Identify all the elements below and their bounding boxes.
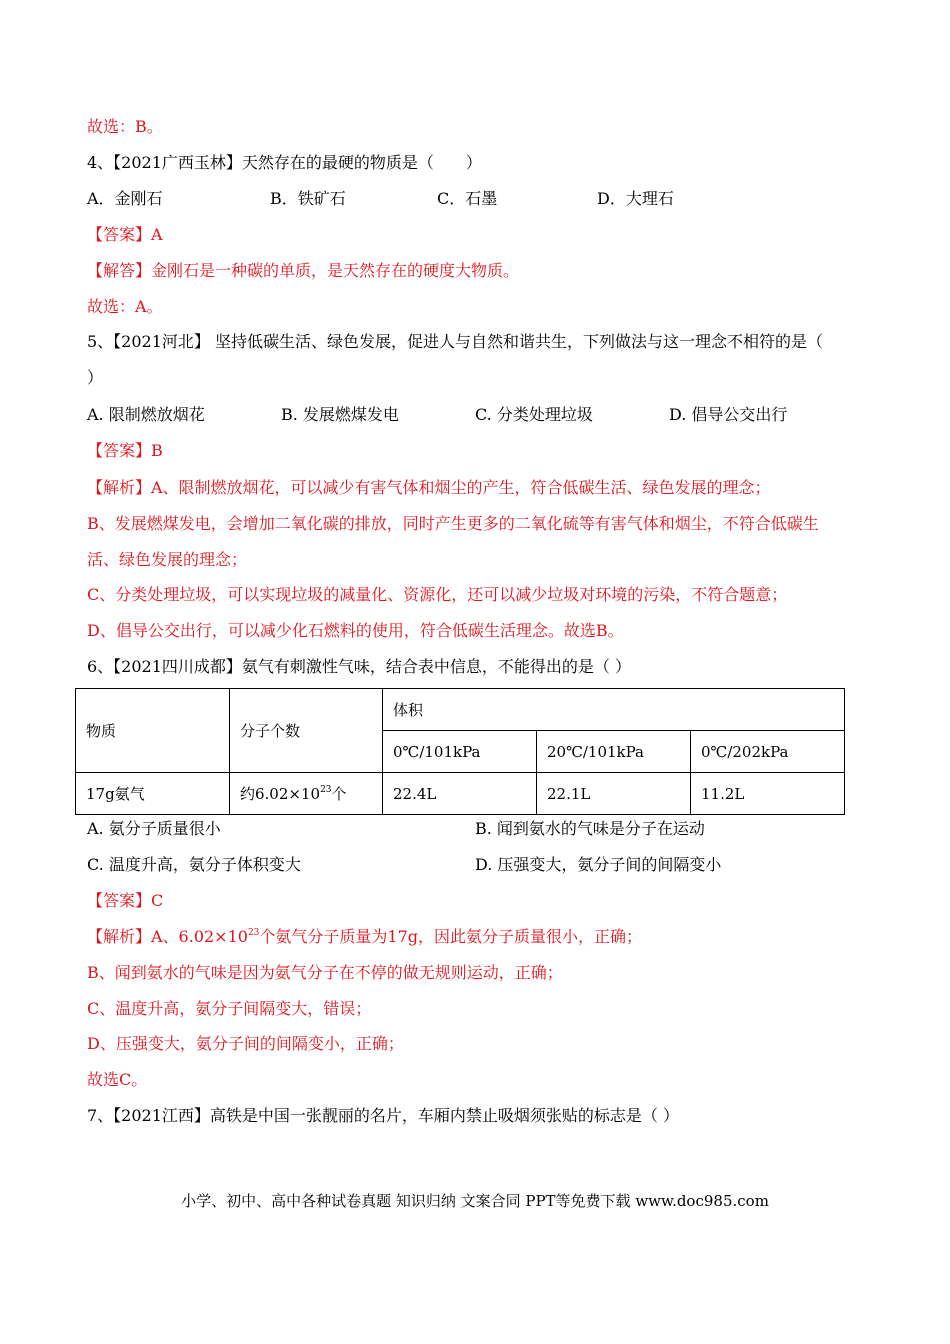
q6-analysis-line: B、闻到氨水的气味是因为氨气分子在不停的做无规则运动，正确；	[87, 963, 563, 982]
q5-option-c: C. 分类处理垃圾	[475, 405, 593, 424]
table-subheader: 0℃/101kPa	[383, 731, 537, 773]
analysis-a-prefix: 【解析】A、6.02×10	[87, 927, 248, 946]
q4-answer: 【答案】A	[87, 225, 163, 244]
q6-conclusion: 故选C。	[87, 1070, 148, 1089]
q5-analysis-line: C、分类处理垃圾，可以实现垃圾的减量化、资源化，还可以减少垃圾对环境的污染，不符合题意；	[87, 585, 788, 604]
count-unit: 个	[331, 785, 347, 803]
count-exponent: 23	[320, 785, 332, 795]
table-cell-volume: 11.2L	[691, 773, 845, 815]
q5-analysis-line: D、倡导公交出行，可以减少化石燃料的使用，符合低碳生活理念。故选B。	[87, 621, 624, 640]
q3-conclusion: 故选：B。	[87, 117, 163, 136]
q5-stem-cont: ）	[87, 368, 104, 387]
table-cell-count	[230, 773, 383, 815]
q6-analysis-a	[87, 926, 642, 948]
q4-option-d: D．大理石	[597, 189, 674, 208]
q6-answer: 【答案】C	[87, 891, 164, 910]
q4-stem: 4、【2021广西玉林】天然存在的最硬的物质是（ ）	[87, 153, 482, 172]
analysis-a-suffix: 个氨气分子质量为17g，因此氨分子质量很小，正确；	[259, 927, 643, 946]
q6-option-b: B. 闻到氨水的气味是分子在运动	[475, 819, 705, 838]
q5-option-d: D. 倡导公交出行	[669, 405, 788, 424]
q6-data-table	[75, 688, 845, 815]
table-subheader: 0℃/202kPa	[691, 731, 845, 773]
table-header-volume: 体积	[383, 689, 845, 731]
table-cell-substance: 17g氨气	[76, 773, 230, 815]
q4-option-c: C．石墨	[437, 189, 498, 208]
q6-option-c: C. 温度升高，氨分子体积变大	[87, 855, 301, 874]
q5-answer: 【答案】B	[87, 441, 163, 460]
q4-conclusion: 故选：A。	[87, 297, 163, 316]
count-mantissa: 约6.02×10	[240, 785, 321, 803]
q5-analysis-line: B、发展燃煤发电，会增加二氧化碳的排放，同时产生更多的二氧化硫等有害气体和烟尘，不符合低碳生	[87, 514, 819, 533]
table-cell-volume: 22.4L	[383, 773, 537, 815]
q5-stem: 5、【2021河北】 坚持低碳生活、绿色发展，促进人与自然和谐共生，下列做法与这一理念不相符的是（	[87, 332, 823, 351]
table-cell-volume: 22.1L	[537, 773, 691, 815]
q4-option-a: A．金刚石	[87, 189, 163, 208]
table-header-molecule-count: 分子个数	[230, 689, 383, 773]
table-subheader: 20℃/101kPa	[537, 731, 691, 773]
table-header-substance: 物质	[76, 689, 230, 773]
q5-analysis-line: 活、绿色发展的理念；	[87, 550, 248, 569]
analysis-a-exponent: 23	[247, 928, 260, 938]
q5-option-b: B. 发展燃煤发电	[281, 405, 399, 424]
q6-option-a: A. 氨分子质量很小	[87, 819, 221, 838]
q6-analysis-line: D、压强变大，氨分子间的间隔变小，正确；	[87, 1034, 404, 1053]
q4-analysis: 【解答】金刚石是一种碳的单质，是天然存在的硬度大物质。	[87, 261, 520, 280]
q4-option-b: B．铁矿石	[270, 189, 346, 208]
q6-stem: 6、【2021四川成都】氨气有刺激性气味，结合表中信息，不能得出的是（ ）	[87, 657, 631, 676]
page-footer: 小学、初中、高中各种试卷真题 知识归纳 文案合同 PPT等免费下载 www.doc985.com	[181, 1192, 769, 1210]
q6-option-d: D. 压强变大，氨分子间的间隔变小	[475, 855, 722, 874]
q6-analysis-line: C、温度升高，氨分子间隔变大，错误；	[87, 999, 372, 1018]
q7-stem: 7、【2021江西】高铁是中国一张靓丽的名片，车厢内禁止吸烟须张贴的标志是（ ）	[87, 1106, 679, 1125]
q5-option-a: A. 限制燃放烟花	[87, 405, 205, 424]
q5-analysis-line: 【解析】A、限制燃放烟花，可以减少有害气体和烟尘的产生，符合低碳生活、绿色发展的理念；	[87, 478, 771, 497]
